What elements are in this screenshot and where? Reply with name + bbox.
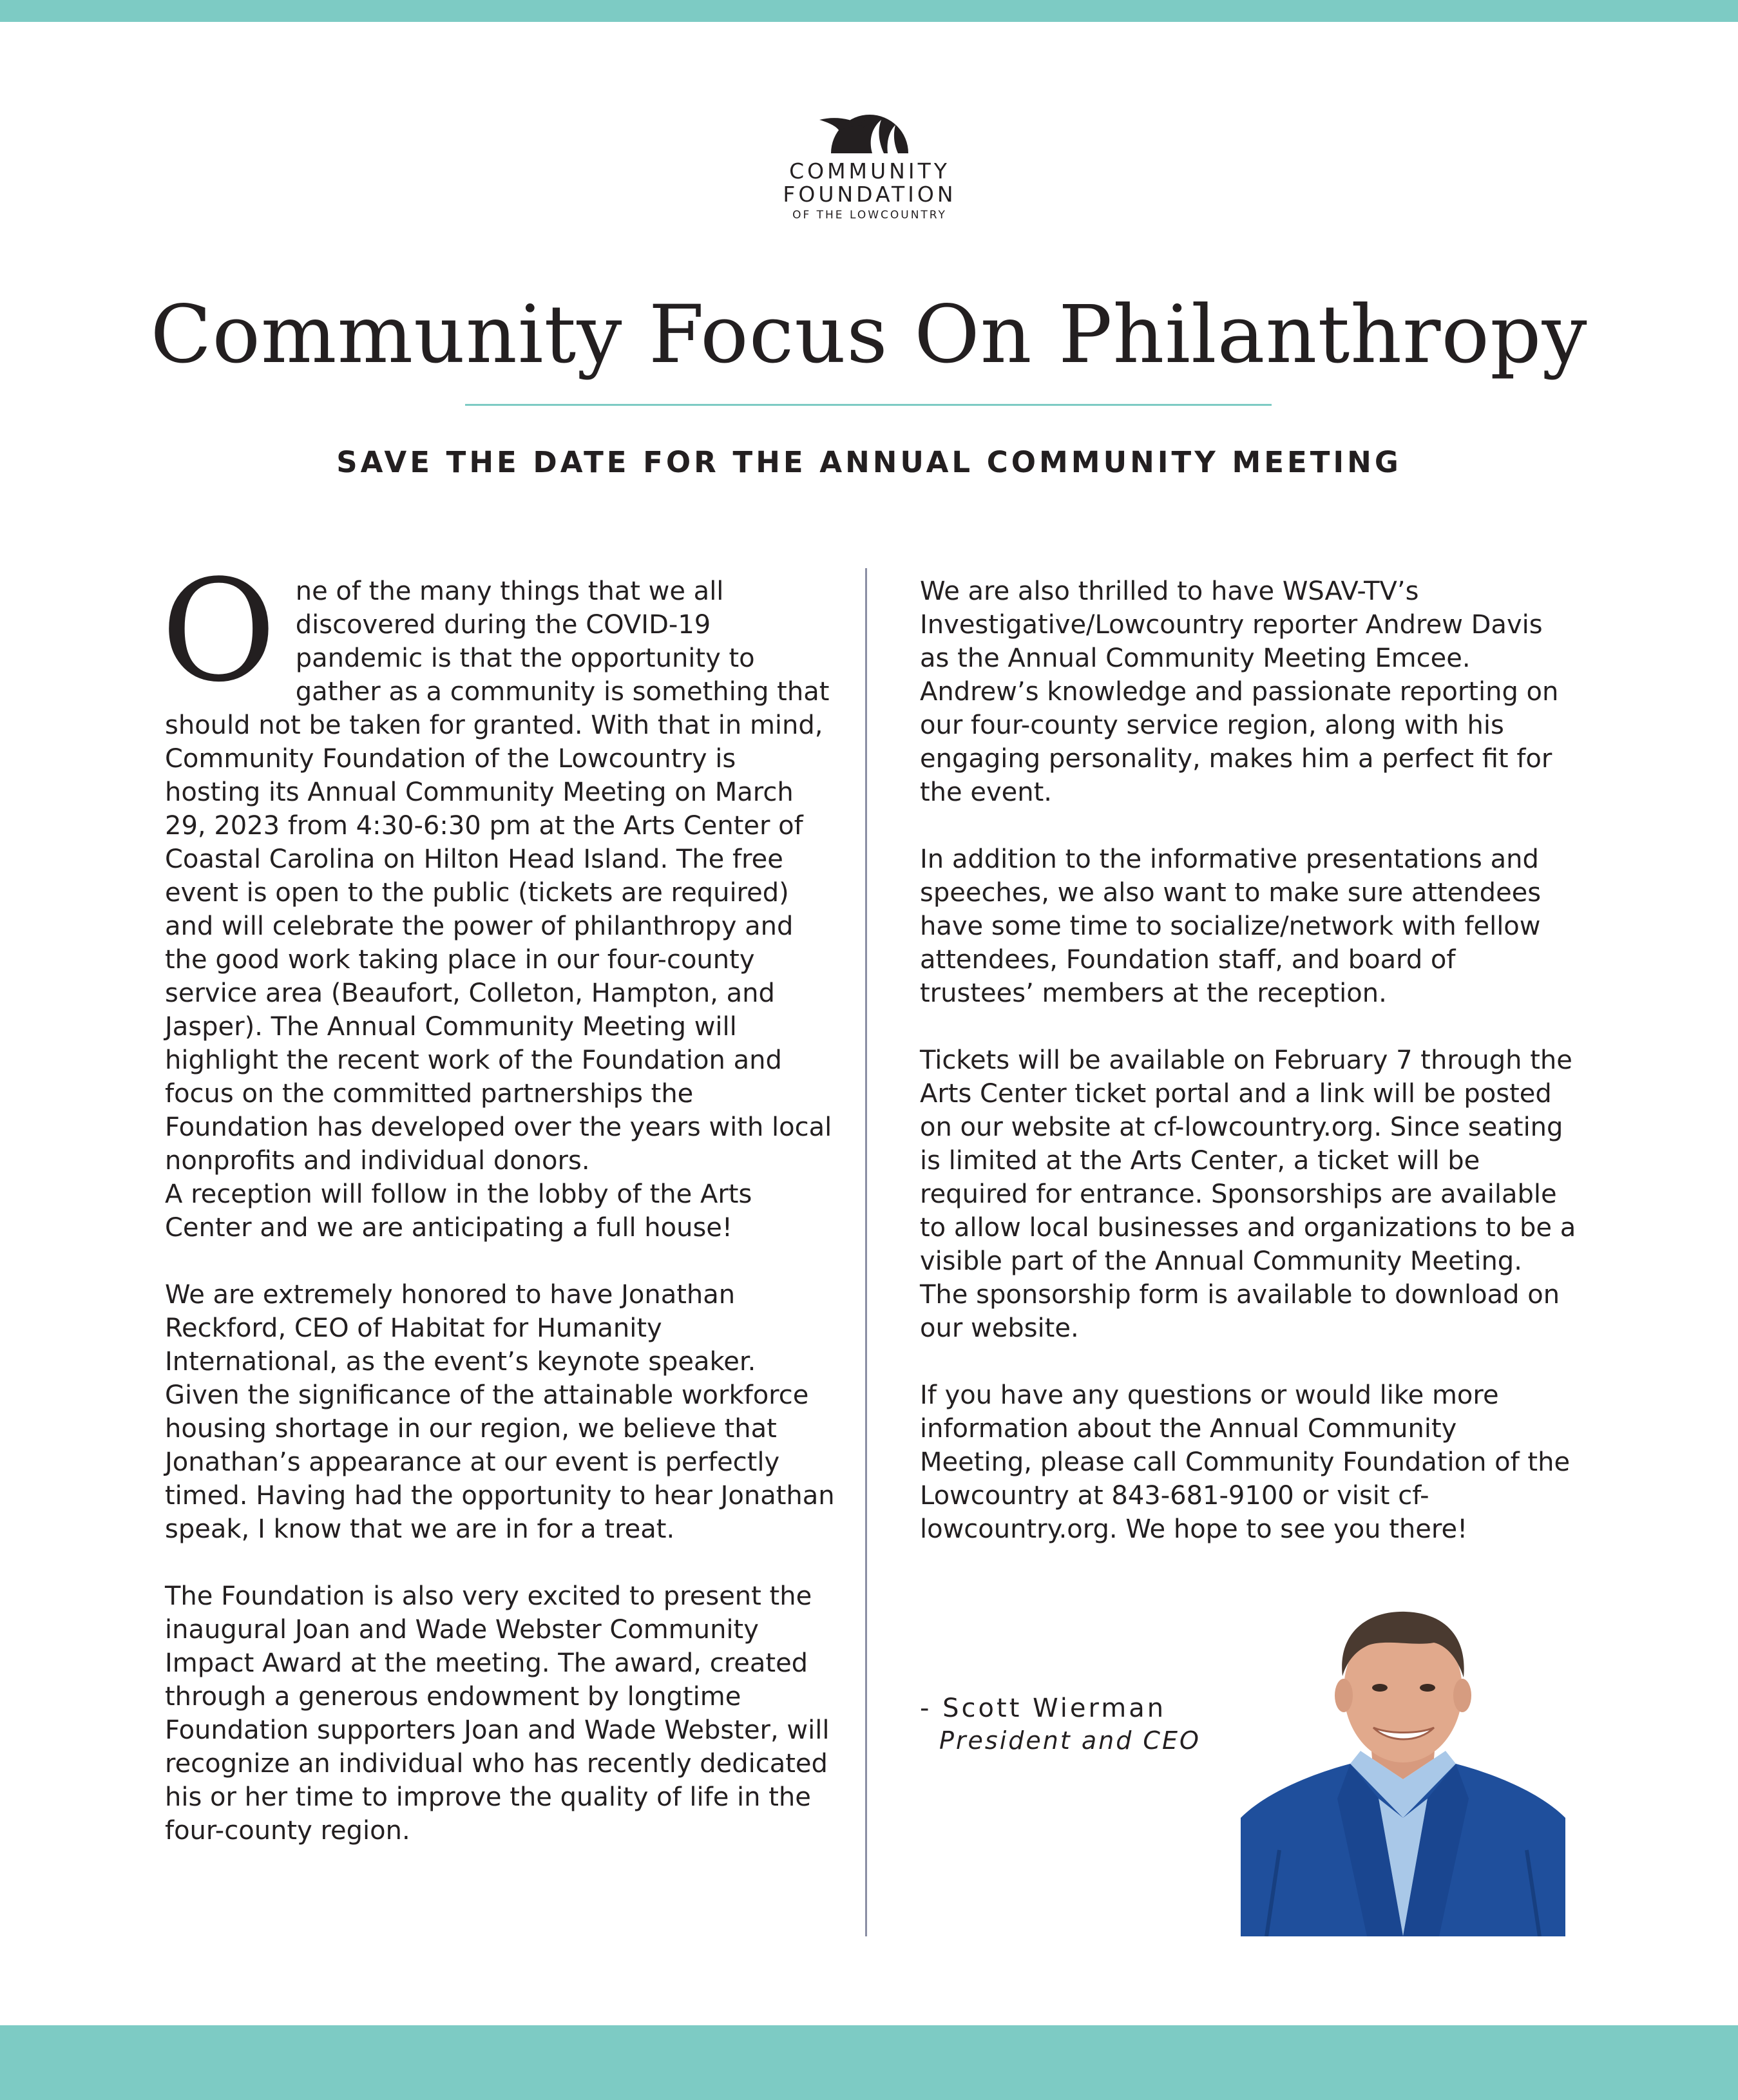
top-accent-band xyxy=(0,0,1738,22)
signature-name: - Scott Wierman xyxy=(920,1694,1167,1723)
paragraph-contact: If you have any questions or would like more information about the Annual Community Meeting, please call Community Foundation of the Lowcountry at 843-681-9100 or visit cf-lowcountry.org. We hope to see you there! xyxy=(920,1380,1571,1544)
right-column xyxy=(920,575,1577,1580)
bottom-accent-band xyxy=(0,2025,1738,2100)
paragraph-reception-text: A reception will follow in the lobby of the Arts Center and we are anticipating a full house! xyxy=(165,1179,752,1243)
foundation-logo xyxy=(747,90,992,223)
page-title: Community Focus On Philanthropy xyxy=(150,289,1588,381)
signature-title: President and CEO xyxy=(939,1726,1201,1755)
drop-cap: O xyxy=(161,550,276,713)
left-column xyxy=(161,550,835,1881)
paragraph-tickets: Tickets will be available on February 7 through the Arts Center ticket portal and a link will be posted on our website at cf-lowcountry.org. Since seating is limited at the Arts Center, a ticket will be required for entrance. Sponsorships are available to allow local businesses and organizations to be a visible part of the Annual Community Meeting. The sponsorship form is available to download on our website. xyxy=(920,1045,1576,1343)
paragraph-emcee: We are also thrilled to have WSAV-TV’s Investigative/Lowcountry reporter Andrew Davis as the Annual Community Meeting Emcee. Andrew’s knowledge and passionate reporting on our four-county service region, along with his engaging personality, makes him a perfect fit for the event. xyxy=(920,577,1559,807)
paragraph-award: The Foundation is also very excited to present the inaugural Joan and Wade Webster Community Impact Award at the meeting. The award, created through a generous endowment by longtime Foundation supporters Joan and Wade Webster, will recognize an individual who has recently dedicated his or her time to improve the quality of life in the four-county region. xyxy=(165,1581,830,1846)
column-divider xyxy=(865,568,867,1936)
paragraph-keynote: We are extremely honored to have Jonathan Reckford, CEO of Habitat for Humanity International, as the event’s keynote speaker. Given the significance of the attainable workforce housing shortage in our region, we believe that Jonathan’s appearance at our event is perfectly timed. Having had the opportunity to hear Jonathan speak, I know that we are in for a treat. xyxy=(165,1280,835,1544)
signature-block xyxy=(920,1692,1201,1756)
paragraph-reception: In addition to the informative presentations and speeches, we also want to make sure attendees have some time to socialize/network with fellow attendees, Foundation staff, and board of trustees’ members at the reception. xyxy=(920,845,1542,1008)
logo-text-foundation: FOUNDATION xyxy=(783,182,957,207)
logo-text-community: COMMUNITY xyxy=(789,158,950,184)
paragraph-intro xyxy=(161,550,835,1245)
ceo-portrait-photo xyxy=(1241,1605,1565,1936)
page-subtitle: SAVE THE DATE FOR THE ANNUAL COMMUNITY MEETING xyxy=(336,445,1402,479)
paragraph-intro-text: ne of the many things that we all discovered during the COVID-19 pandemic is that the opportunity to gather as a community is something that should not be taken for granted. With that in mind, Community Foundation of the Lowcountry is hosting its Annual Community Meeting on March 29, 2023 from 4:30-6:30 pm at the Arts Center of Coastal Carolina on Hilton Head Island. The free event is open to the public (tickets are required) and will celebrate the power of philanthropy and the good work taking place in our four-county service area (Beaufort, Colleton, Hampton, and Jasper). The Annual Community Meeting will highlight the recent work of the Foundation and focus on the committed partnerships the Foundation has developed over the years with local nonprofits and individual donors. xyxy=(165,577,832,1176)
title-underline xyxy=(465,404,1272,406)
logo-text-lowcountry: OF THE LOWCOUNTRY xyxy=(792,209,947,222)
heron-bird-logo-icon xyxy=(805,90,934,160)
